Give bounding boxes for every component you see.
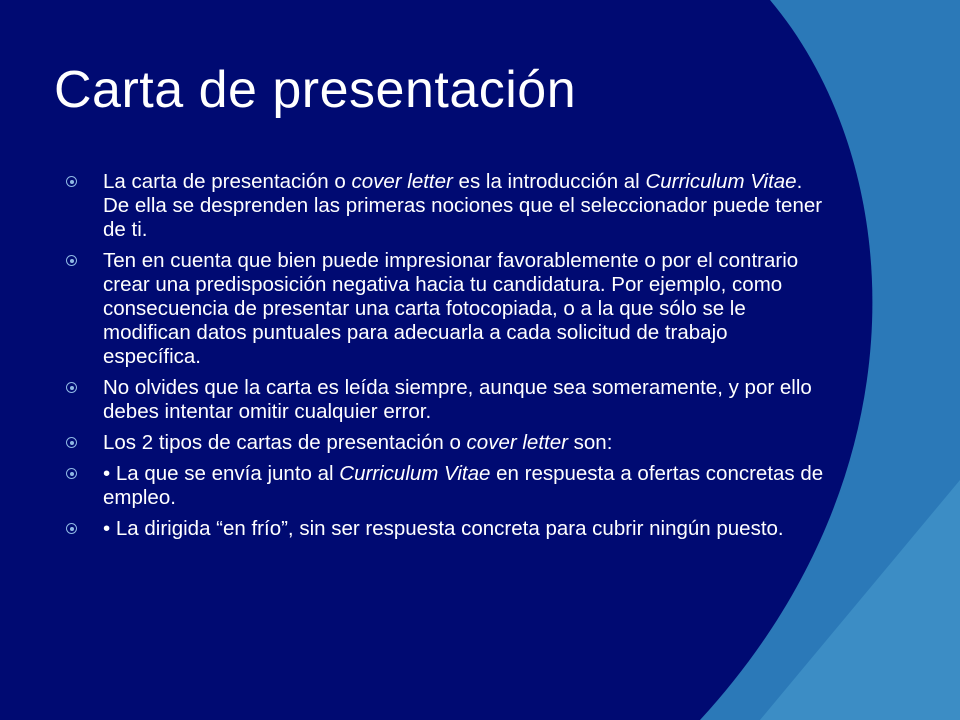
bullet-circle-icon — [66, 523, 77, 534]
bullet-text-italic: Curriculum Vitae — [339, 462, 491, 485]
bullet-text: es la introducción al — [452, 170, 646, 193]
bullet-item — [66, 376, 826, 424]
slide-title: Carta de presentación — [54, 61, 577, 119]
bullet-item — [66, 170, 826, 242]
bullet-text: son: — [567, 431, 613, 454]
bullet-list — [66, 170, 826, 548]
bullet-item — [66, 249, 826, 369]
bullet-text: Los 2 tipos de cartas de presentación o — [103, 431, 467, 454]
bullet-text-italic: Curriculum Vitae — [645, 170, 797, 193]
bullet-text-italic: cover letter — [351, 170, 453, 193]
bullet-item — [66, 462, 826, 510]
bullet-circle-icon — [66, 468, 77, 479]
bullet-text: No olvides que la carta es leída siempre, aunque sea someramente, y por ello debes intentar omitir cualquier error. — [103, 376, 812, 423]
bullet-text: • La que se envía junto al — [103, 462, 340, 485]
bullet-circle-icon — [66, 255, 77, 266]
bullet-text: en respuesta a ofertas concretas de empleo. — [103, 462, 824, 509]
bullet-circle-icon — [66, 176, 77, 187]
bullet-item — [66, 431, 826, 455]
bullet-circle-icon — [66, 382, 77, 393]
bullet-item — [66, 517, 826, 541]
bullet-text: Ten en cuenta que bien puede impresionar favorablemente o por el contrario crear una predisposición negativa hacia tu candidatura. Por ejemplo, como consecuencia de presentar una carta fotocopiada, o a la que sólo se le modifican datos puntuales para adecuarla a cada solicitud de trabajo específica. — [103, 249, 799, 368]
bullet-text: La carta de presentación o — [103, 170, 352, 193]
bullet-text-italic: cover letter — [466, 431, 568, 454]
bullet-circle-icon — [66, 437, 77, 448]
bullet-text: • La dirigida “en frío”, sin ser respuesta concreta para cubrir ningún puesto. — [103, 517, 784, 540]
bullet-text: . De ella se desprenden las primeras nociones que el seleccionador puede tener de ti. — [103, 170, 823, 241]
